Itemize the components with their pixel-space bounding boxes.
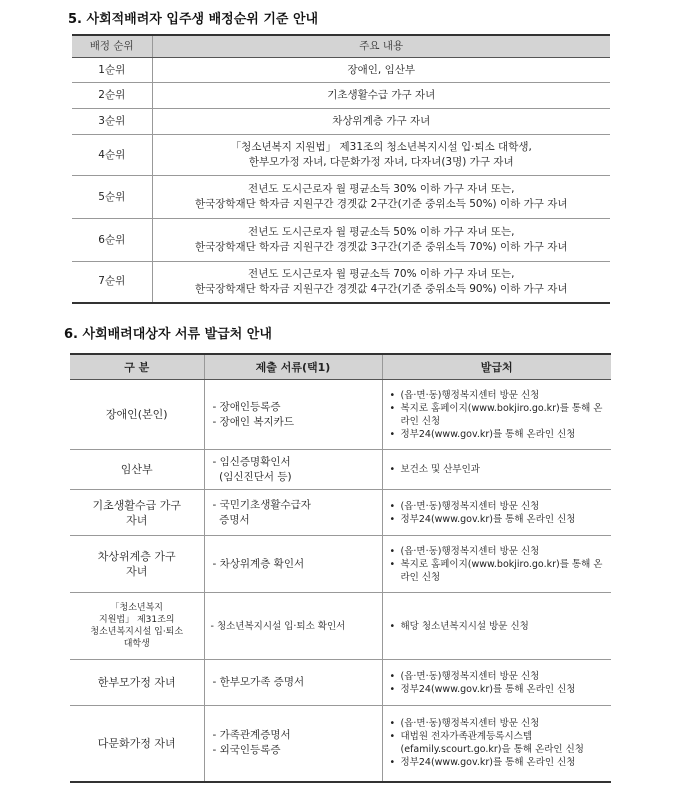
content-line: 한국장학재단 학자금 지원구간 경곗값 3구간(기준 중위소득 70%) 이하 가구 자녀 (194, 241, 568, 253)
header-issuer: 발급처 (382, 354, 611, 380)
category-cell (70, 490, 204, 536)
rank-cell: 1순위 (72, 58, 152, 83)
issuer-list (387, 545, 606, 584)
issuer-list (387, 620, 606, 633)
documents-row (70, 490, 611, 536)
category-line: 청소년복지시설 입·퇴소 (90, 627, 184, 637)
header-category: 구 분 (70, 354, 204, 380)
category-cell (70, 536, 204, 593)
content-cell (152, 58, 610, 83)
documents-row (70, 593, 611, 660)
header-documents: 제출 서류(택1) (204, 354, 382, 380)
content-cell (152, 83, 610, 109)
documents-cell (204, 706, 382, 782)
rank-cell: 3순위 (72, 109, 152, 135)
issuer-item: • (읍·면·동)행정복지센터 방문 신청 (387, 670, 606, 683)
content-line: 전년도 도시근로자 월 평균소득 30% 이하 가구 자녀 또는, (248, 183, 515, 195)
rank-cell: 5순위 (72, 176, 152, 219)
documents-cell (204, 536, 382, 593)
issuer-item: • 정부24(www.gov.kr)를 통해 온라인 신청 (387, 756, 606, 769)
issuer-list (387, 389, 606, 441)
issuer-item: • (읍·면·동)행정복지센터 방문 신청 (387, 500, 606, 513)
header-rank: 배정 순위 (72, 35, 152, 58)
issuer-item: • 정부24(www.gov.kr)를 통해 온라인 신청 (387, 513, 606, 526)
issuer-item: • (읍·면·동)행정복지센터 방문 신청 (387, 717, 606, 730)
category-cell (70, 380, 204, 450)
documents-cell (204, 380, 382, 450)
document-item: - 차상위계층 확인서 (212, 557, 305, 570)
issuer-item: • 복지로 홈페이지(www.bokjiro.go.kr)를 통해 온라인 신청 (387, 402, 606, 428)
issuer-list (387, 717, 606, 769)
category-line: 장애인(본인) (105, 408, 168, 421)
content-line: 「청소년복지 지원법」 제31조의 청소년복지시설 입·퇴소 대학생, (230, 141, 532, 153)
issuer-item: • 복지로 홈페이지(www.bokjiro.go.kr)를 통해 온라인 신청 (387, 558, 606, 584)
issuer-item: • 대법원 전자가족관계등록시스템 (efamily.scourt.go.kr)을 통해 온라인 신청 (387, 730, 606, 756)
header-content: 주요 내용 (152, 35, 610, 58)
priority-row (72, 83, 610, 109)
category-line: 지원법」 제31조의 (99, 615, 175, 625)
priority-row (72, 109, 610, 135)
documents-cell (204, 450, 382, 490)
rank-cell: 6순위 (72, 219, 152, 262)
issuer-item: • (읍·면·동)행정복지센터 방문 신청 (387, 545, 606, 558)
issuer-list (387, 500, 606, 526)
document-item: - 가족관계증명서 (212, 729, 291, 742)
documents-row (70, 450, 611, 490)
issuer-item: • 해당 청소년복지시설 방문 신청 (387, 620, 606, 633)
category-line: 임산부 (120, 463, 153, 476)
issuer-cell (382, 706, 611, 782)
document-item: - 장애인등록증 (212, 400, 281, 413)
issuer-cell (382, 450, 611, 490)
document-item: (임신진단서 등) (212, 470, 292, 483)
category-line: 자녀 (126, 565, 148, 578)
issuer-cell (382, 536, 611, 593)
documents-cell (204, 660, 382, 706)
documents-row (70, 536, 611, 593)
document-item: - 임신증명확인서 (212, 455, 291, 468)
category-line: 차상위계층 가구 (97, 550, 176, 563)
documents-table-header (70, 354, 611, 380)
issuer-item: • (읍·면·동)행정복지센터 방문 신청 (387, 389, 606, 402)
category-line: 대학생 (123, 639, 150, 649)
content-line: 한국장학재단 학자금 지원구간 경곗값 2구간(기준 중위소득 50%) 이하 가구 자녀 (194, 198, 568, 210)
category-cell (70, 593, 204, 660)
content-line: 장애인, 임산부 (347, 63, 416, 76)
rank-cell: 7순위 (72, 262, 152, 303)
priority-row (72, 219, 610, 262)
documents-table (70, 353, 611, 783)
content-line: 기초생활수급 가구 자녀 (327, 89, 436, 101)
document-item: - 청소년복지시설 입·퇴소 확인서 (210, 620, 346, 632)
priority-row (72, 176, 610, 219)
category-line: 한부모가정 자녀 (97, 676, 176, 689)
documents-row (70, 380, 611, 450)
priority-row (72, 262, 610, 303)
section5-title: 5. 사회적배려자 입주생 배정순위 기준 안내 (68, 12, 319, 27)
priority-table-header (72, 35, 610, 58)
content-line: 전년도 도시근로자 월 평균소득 70% 이하 가구 자녀 또는, (248, 267, 515, 280)
category-cell (70, 450, 204, 490)
document-item: - 외국인등록증 (212, 744, 281, 757)
category-line: 자녀 (126, 513, 148, 527)
content-cell (152, 262, 610, 303)
issuer-cell (382, 380, 611, 450)
content-line: 한국장학재단 학자금 지원구간 경곗값 4구간(기준 중위소득 90%) 이하 가구 자녀 (194, 282, 568, 295)
issuer-cell (382, 593, 611, 660)
content-line: 차상위계층 가구 자녀 (332, 115, 431, 127)
category-line: 기초생활수급 가구 (92, 498, 181, 512)
content-line: 한부모가정 자녀, 다문화가정 자녀, 다자녀(3명) 가구 자녀 (248, 156, 514, 168)
document-item: 증명서 (212, 513, 250, 526)
section6-title: 6. 사회배려대상자 서류 발급처 안내 (64, 327, 272, 342)
issuer-cell (382, 490, 611, 536)
rank-cell: 4순위 (72, 135, 152, 176)
documents-row (70, 660, 611, 706)
document-item: - 국민기초생활수급자 (212, 498, 311, 511)
document-item: - 장애인 복지카드 (212, 415, 294, 428)
rank-cell: 2순위 (72, 83, 152, 109)
category-cell (70, 660, 204, 706)
priority-row (72, 135, 610, 176)
priority-table (72, 34, 610, 304)
issuer-list (387, 463, 606, 476)
documents-cell (204, 490, 382, 536)
content-cell (152, 176, 610, 219)
issuer-item: • 정부24(www.gov.kr)를 통해 온라인 신청 (387, 683, 606, 696)
issuer-cell (382, 660, 611, 706)
documents-cell (204, 593, 382, 660)
priority-row (72, 58, 610, 83)
category-cell (70, 706, 204, 782)
issuer-list (387, 670, 606, 696)
document-item: - 한부모가족 증명서 (212, 676, 305, 688)
documents-row (70, 706, 611, 782)
content-cell (152, 219, 610, 262)
category-line: 「청소년복지 (110, 603, 163, 613)
category-line: 다문화가정 자녀 (97, 736, 176, 750)
content-cell (152, 135, 610, 176)
issuer-item: • 정부24(www.gov.kr)를 통해 온라인 신청 (387, 428, 606, 441)
content-line: 전년도 도시근로자 월 평균소득 50% 이하 가구 자녀 또는, (248, 226, 515, 238)
content-cell (152, 109, 610, 135)
issuer-item: • 보건소 및 산부인과 (387, 463, 606, 476)
